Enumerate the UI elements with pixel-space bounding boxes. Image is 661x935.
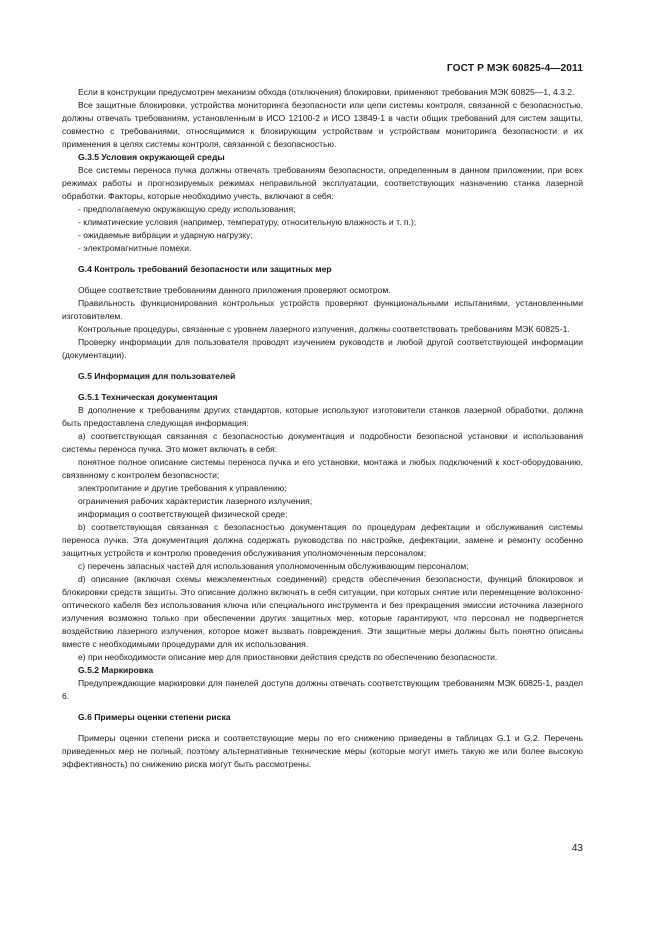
paragraph: Правильность функционирования контрольных устройств проверяют функциональными испытаниями, установленными изготовителем. [62, 298, 583, 321]
section-heading-g4: G.4 Контроль требований безопасности или защитных мер [78, 264, 332, 274]
paragraph: Проверку информации для пользователя проводят изучением руководств и любой другой соответствующей информации (документации). [62, 337, 583, 360]
list-item: - электромагнитные помехи. [78, 243, 192, 253]
paragraph-item-c: с) перечень запасных частей для использования уполномоченным обслуживающим персоналом; [78, 561, 469, 571]
paragraph: Предупреждающие маркировки для панелей доступа должны отвечать соответствующим требованиям МЭК 60825-1, раздел 6. [62, 678, 583, 701]
list-item: - климатические условия (например, температуру, относительную влажность и т. п.); [78, 217, 417, 227]
section-heading-g3-5: G.3.5 Условия окружающей среды [78, 152, 225, 162]
section-heading-g6: G.6 Примеры оценки степени риска [78, 712, 231, 722]
paragraph: ограничения рабочих характеристик лазерного излучения; [78, 496, 313, 506]
paragraph: информация о соответствующей физической среде; [78, 509, 288, 519]
paragraph: В дополнение к требованиям других стандартов, которые используют изготовители станков лазерной обработки, должна быть предоставлена следующая информация: [62, 405, 583, 428]
paragraph-item-a: а) соответствующая связанная с безопасностью документация и подробности безопасной установки и использования системы переноса пучка. Это может включать в себя: [62, 431, 583, 454]
paragraph: Контрольные процедуры, связанные с уровнем лазерного излучения, должны соответствовать требованиям МЭК 60825-1. [78, 324, 570, 334]
paragraph: Примеры оценки степени риска и соответствующие меры по его снижению приведены в таблицах G.1 и G.2. Перечень приведенных мер не полный, поэтому альтернативные технические меры (которые могут иметь такую же или более высокую эффективность) по снижению риска могут быть рассмотрены. [62, 733, 583, 769]
standard-header: ГОСТ Р МЭК 60825-4—2011 [446, 63, 583, 74]
factor-list [62, 203, 583, 255]
section-heading-g5-2: G.5.2 Маркировка [78, 665, 154, 675]
list-item: - ожидаемые вибрации и ударную нагрузку; [78, 230, 253, 240]
paragraph: Если в конструкции предусмотрен механизм обхода (отключения) блокировки, применяют требования МЭК 60825—1, 4.3.2. [78, 87, 575, 97]
paragraph: электропитание и другие требования к управлению; [78, 483, 287, 493]
paragraph: Все системы переноса пучка должны отвечать требованиям безопасности, определенным в данном приложении, при всех режимах работы и прогнозируемых режимах неправильной эксплуатации, соответствующих назначению станка лазерной обработки. Факторы, которые необходимо учесть, включают в себя: [62, 165, 583, 201]
paragraph: понятное полное описание системы переноса пучка и его установки, монтажа и любых подключений к хост-оборудованию, связанному с контролем безопасности; [62, 457, 583, 480]
paragraph-item-b: b) соответствующая связанная с безопасностью документация по процедурам дефектации и обслуживания системы переноса пучка. Эта документация должна содержать руководства по настройке, дефектации, замене и ремонту особенно защитных устройств и контролю проведения обслуживания уполномоченным персоналом; [62, 522, 583, 558]
page-number: 43 [571, 843, 583, 854]
paragraph-item-e: е) при необходимости описание мер для приостановки действия средств по обеспечению безопасности. [78, 652, 498, 662]
section-heading-g5: G.5 Информация для пользователей [78, 371, 236, 381]
paragraph: Общее соответствие требованиям данного приложения проверяют осмотром. [78, 285, 391, 295]
paragraph-item-d: d) описание (включая схемы межэлементных соединений) средств обеспечения безопасности, функций блокировок и блокировки средств защиты. Это описание должно включать в себя ситуации, при которых снятие или перемещение волоконно-оптического кабеля без использования ключа или специального инструмента и без прекращения эмиссии источника лазерного излучения возможно только при обеспечении других защитных мер, которые гарантируют, что персонал не подвергнется воздействию лазерного излучения, которое может вызвать повреждения. Эти защитные меры должны быть понятно описаны вместе с необходимыми процедурами для их использования. [62, 574, 583, 649]
list-item: - предполагаемую окружающую среду использования; [78, 204, 296, 214]
section-heading-g5-1: G.5.1 Техническая документация [78, 392, 218, 402]
page-content [62, 86, 583, 771]
paragraph: Все защитные блокировки, устройства мониторинга безопасности или цепи системы контроля, связанной с безопасностью, должны отвечать требованиям, установленным в ИСО 12100-2 и ИСО 13849-1 в части общих требований для систем защиты, совместно с требованиями, относящимися к блокирующим устройствам и устройствам мониторинга безопасности и их применения в целях системы контроля, связанной с безопасностью. [62, 100, 583, 149]
